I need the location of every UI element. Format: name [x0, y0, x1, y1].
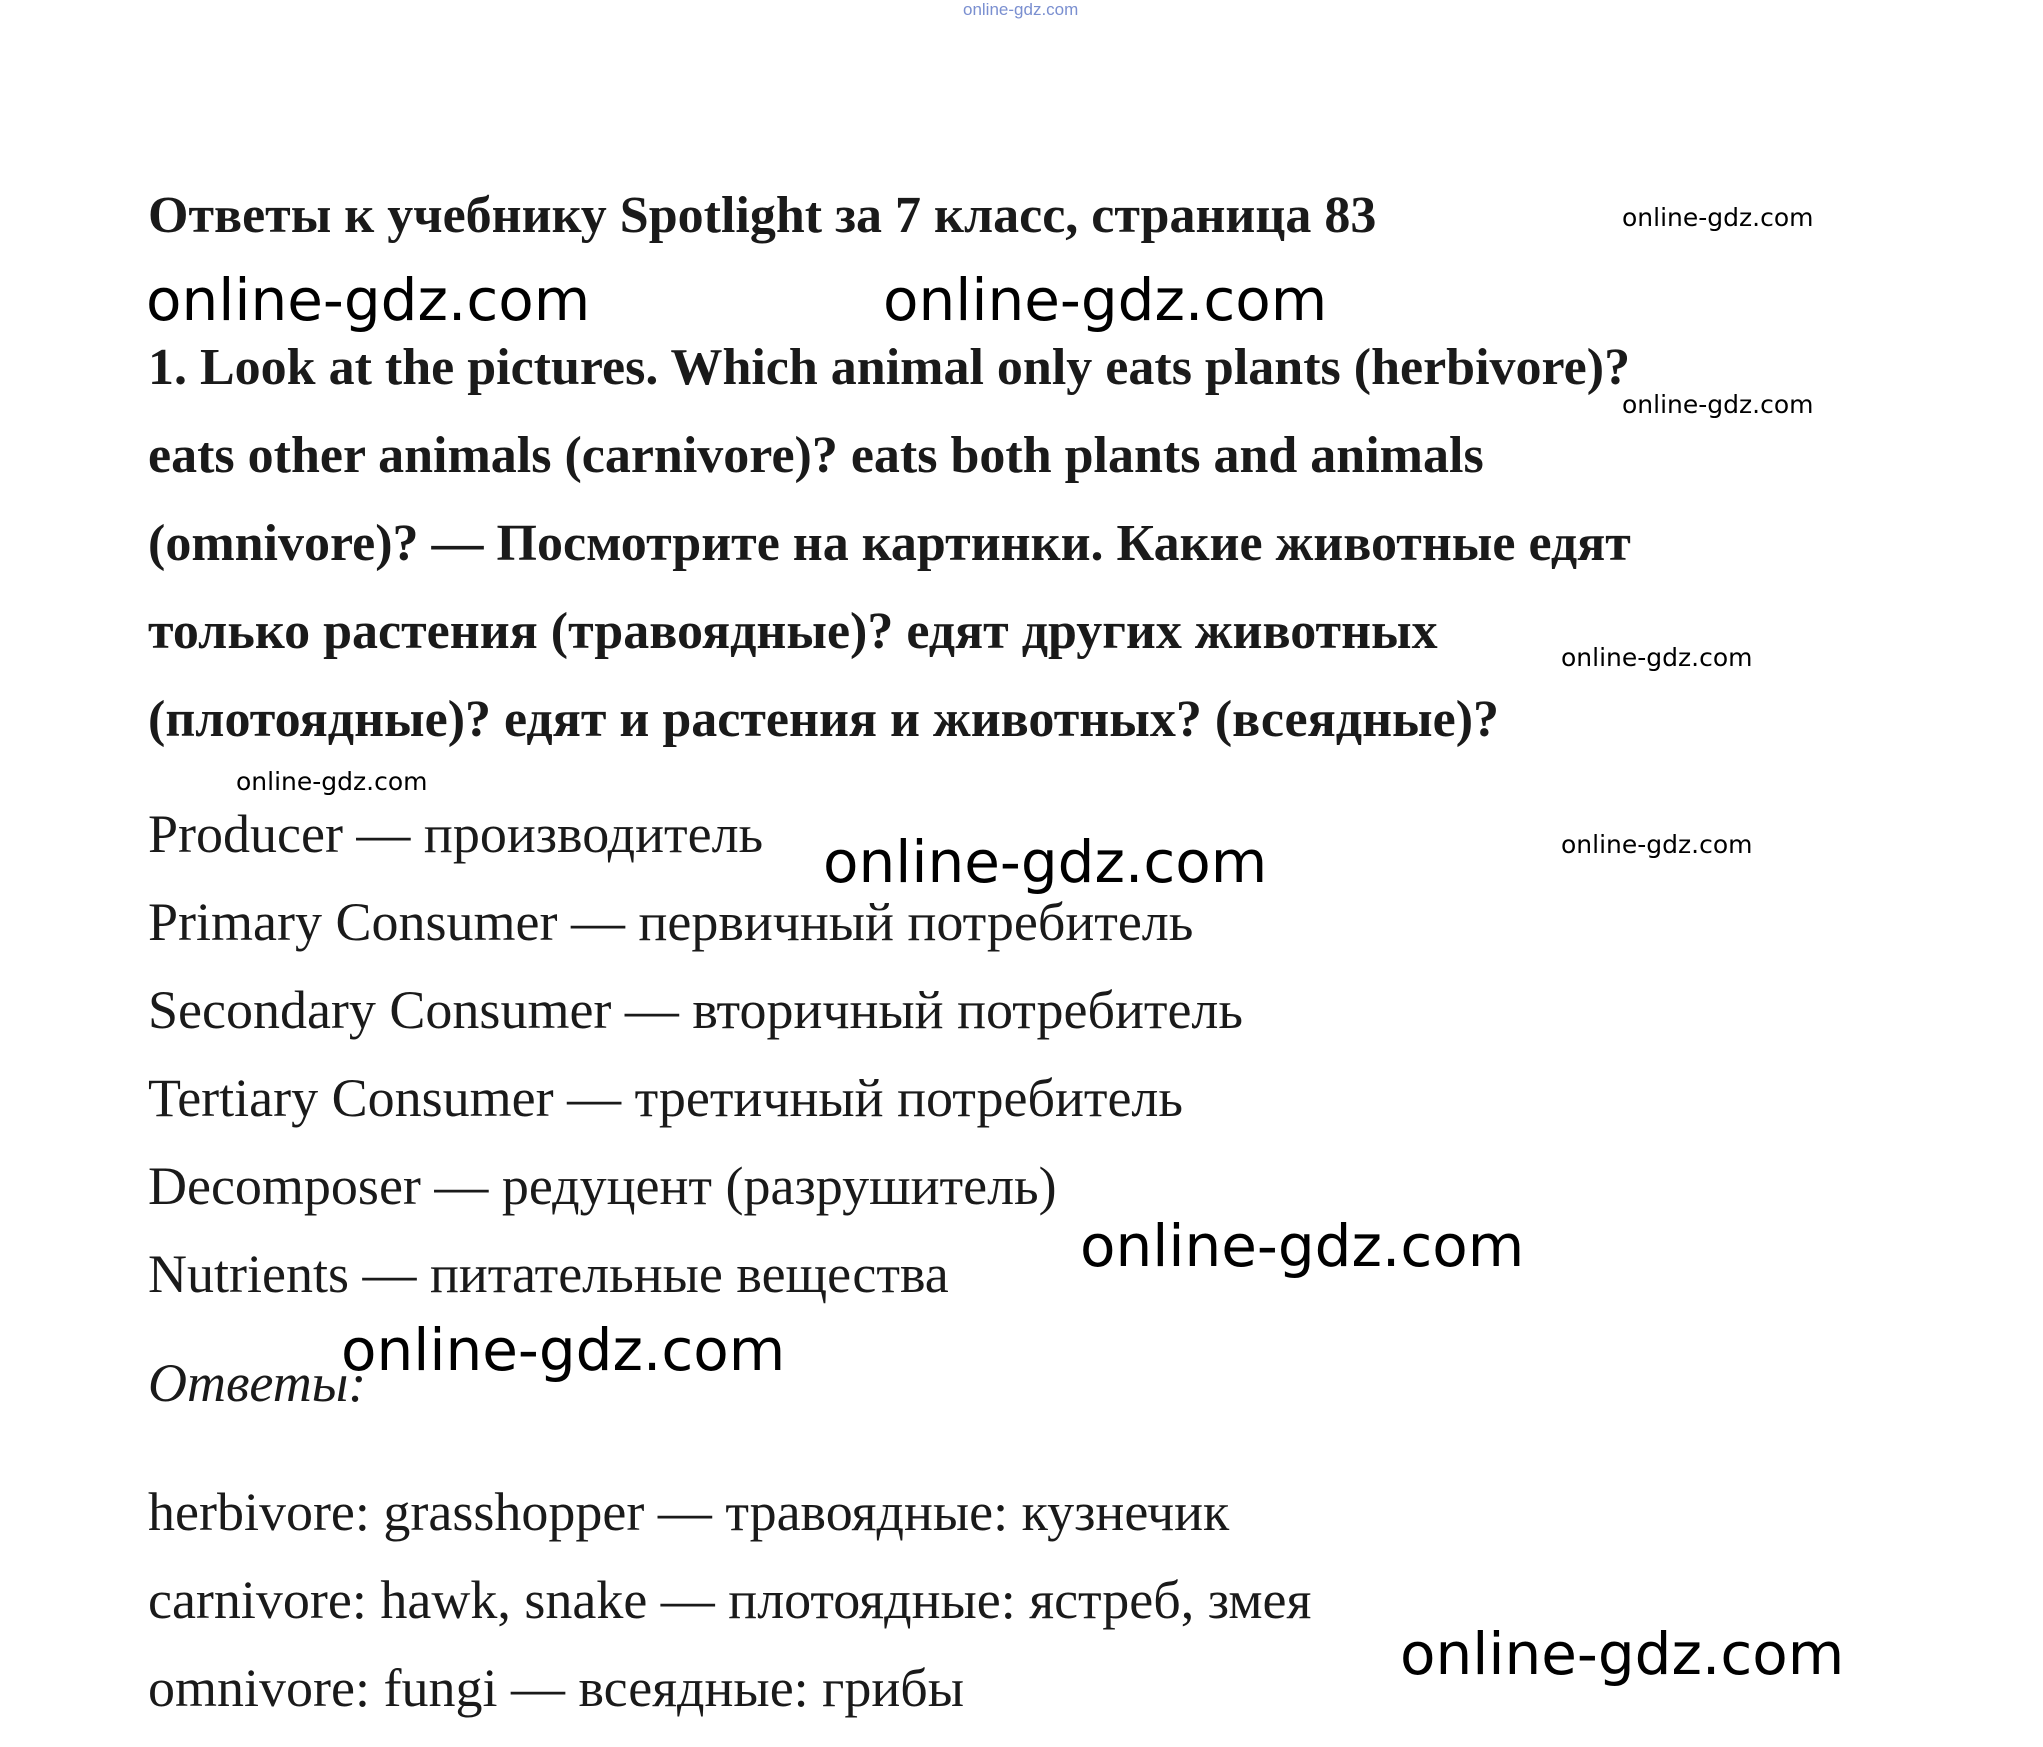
watermark: online-gdz.com [1561, 643, 1753, 672]
watermark: online-gdz.com [146, 266, 591, 334]
vocabulary-item: Primary Consumer — первичный потребитель [148, 892, 1194, 952]
vocabulary-item: Tertiary Consumer — третичный потребитель [148, 1068, 1183, 1128]
watermark: online-gdz.com [1400, 1620, 1845, 1688]
page-title: Ответы к учебнику Spotlight за 7 класс, страница 83 [148, 187, 1377, 244]
watermark: online-gdz.com [236, 767, 428, 796]
question-line: (плотоядные)? едят и растения и животных? (всеядные)? [148, 691, 1500, 748]
exercise-question [148, 324, 1868, 764]
vocabulary-item: Nutrients — питательные вещества [148, 1244, 949, 1304]
watermark: online-gdz.com [883, 266, 1328, 334]
watermark: online-gdz.com [1622, 203, 1814, 232]
vocabulary-item: Decomposer — редуцент (разрушитель) [148, 1156, 1057, 1216]
watermark: online-gdz.com [1561, 830, 1753, 859]
question-line: eats other animals (carnivore)? eats both plants and animals [148, 427, 1484, 484]
answers-heading: Ответы: [148, 1353, 367, 1413]
answer-item: omnivore: fungi — всеядные: грибы [148, 1658, 964, 1718]
watermark-top: online-gdz.com [963, 0, 1079, 19]
watermark: online-gdz.com [823, 828, 1268, 896]
answer-item: herbivore: grasshopper — травоядные: кузнечик [148, 1482, 1230, 1542]
question-line: (omnivore)? — Посмотрите на картинки. Какие животные едят [148, 515, 1631, 572]
vocabulary-item: Secondary Consumer — вторичный потребитель [148, 980, 1244, 1040]
answer-item: carnivore: hawk, snake — плотоядные: ястреб, змея [148, 1570, 1312, 1630]
watermark: online-gdz.com [341, 1316, 786, 1384]
watermark: online-gdz.com [1080, 1212, 1525, 1280]
question-line: только растения (травоядные)? едят других животных [148, 603, 1438, 660]
vocabulary-item: Producer — производитель [148, 804, 764, 864]
watermark: online-gdz.com [1622, 390, 1814, 419]
question-line: 1. Look at the pictures. Which animal only eats plants (herbivore)? [148, 339, 1631, 396]
answers-list [148, 1468, 1311, 1732]
